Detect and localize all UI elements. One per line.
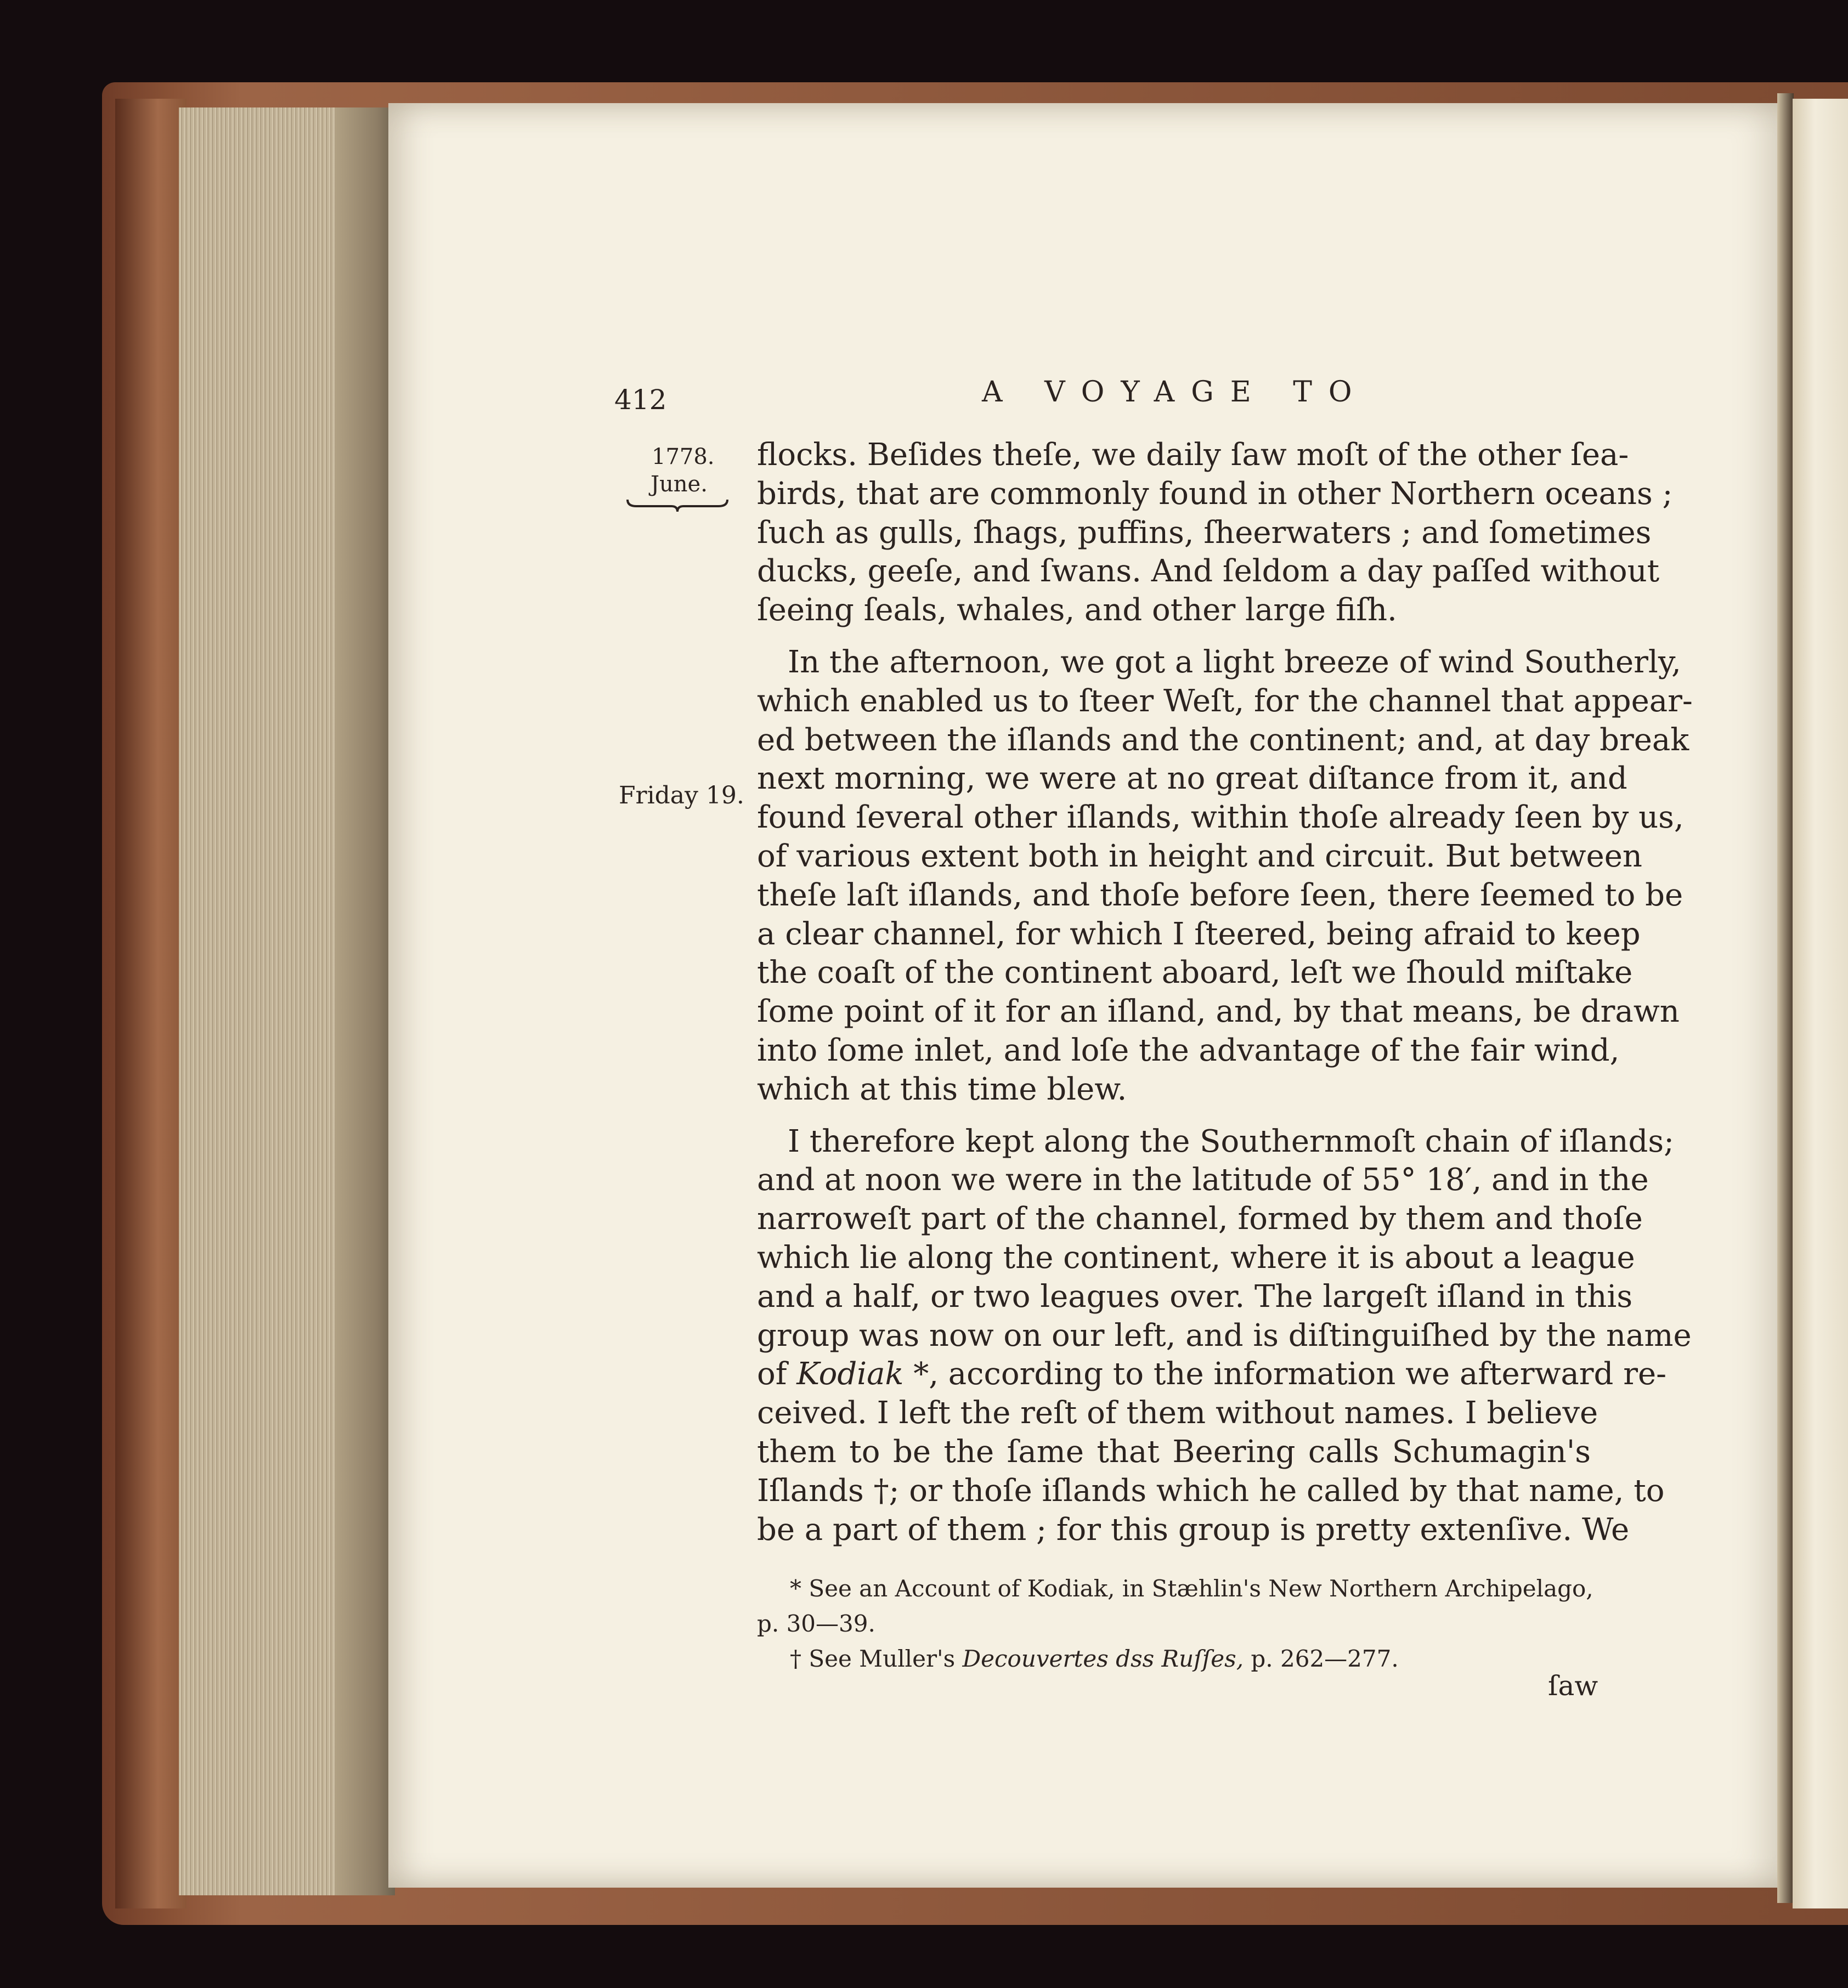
body-text xyxy=(757,436,1693,1549)
body-line-kodiak-rest: *, according to the information we afterward re- xyxy=(903,1356,1667,1392)
body-line: theſe laſt iſlands, and thoſe before ſeen, there ſeemed to be xyxy=(757,877,1683,913)
body-line: which at this time blew. xyxy=(757,1071,1127,1107)
body-line: and at noon we were in the latitude of 55° 18′, and in the xyxy=(757,1162,1649,1198)
footnotes xyxy=(757,1571,1591,1677)
body-line: a clear channel, for which I ſteered, being afraid to keep xyxy=(757,916,1641,952)
body-line: group was now on our left, and is diſtinguiſhed by the name xyxy=(757,1317,1692,1353)
book-spine xyxy=(115,99,187,1908)
body-line: I therefore kept along the Southernmoſt chain of iſlands; xyxy=(788,1123,1674,1159)
footnote-2-prefix: † See Muller's xyxy=(790,1645,956,1672)
body-line: which lie along the continent, where it is about a league xyxy=(757,1239,1635,1276)
body-line: found ſeveral other iſlands, within thoſe already ſeen by us, xyxy=(757,800,1684,836)
body-line-kodiak xyxy=(757,1355,1667,1394)
footnote-2-title: Decouvertes dss Ruſſes, xyxy=(962,1645,1244,1672)
page-number: 412 xyxy=(614,384,667,416)
facing-page-edge xyxy=(1793,99,1848,1908)
margin-month: June. xyxy=(651,472,708,497)
footnote-2-suffix: p. 262—277. xyxy=(1251,1645,1399,1672)
margin-year: 1778. xyxy=(652,444,715,469)
body-line: be a part of them ; for this group is pretty extenſive. We xyxy=(757,1511,1630,1548)
body-line: next morning, we were at no great diſtance from it, and xyxy=(757,761,1627,797)
body-line: ed between the iſlands and the continent; and, at day break xyxy=(757,722,1689,758)
footnote-1: * See an Account of Kodiak, in Stæhlin's New Northern Archipelago, xyxy=(790,1575,1593,1602)
kodiak-italic: Kodiak xyxy=(796,1356,904,1392)
body-line: ducks, geeſe, and ſwans. And ſeldom a day paſſed without xyxy=(757,553,1660,590)
body-line: birds, that are commonly found in other Northern oceans ; xyxy=(757,475,1673,512)
body-line: them to be the ſame that Beering calls Schumagin's xyxy=(757,1434,1591,1470)
book-gutter xyxy=(1777,93,1794,1903)
body-line: Iſlands †; or thoſe iſlands which he called by that name, to xyxy=(757,1472,1665,1509)
body-line: flocks. Beſides theſe, we daily ſaw moſt of the other ſea- xyxy=(757,437,1629,473)
running-head: A VOYAGE TO xyxy=(982,376,1369,409)
body-line-kodiak-prefix: of xyxy=(757,1356,787,1392)
footnote-1-continued: p. 30—39. xyxy=(757,1610,875,1637)
body-line: and a half, or two leagues over. The largeſt iſland in this xyxy=(757,1278,1633,1315)
body-line: narroweſt part of the channel, formed by them and thoſe xyxy=(757,1201,1643,1237)
page-edges-shadow xyxy=(335,107,395,1895)
catchword: ſaw xyxy=(1548,1670,1598,1702)
footnote-2 xyxy=(757,1641,1591,1677)
body-line: ſuch as gulls, ſhags, puffins, ſheerwaters ; and ſometimes xyxy=(757,514,1652,551)
body-line: ceived. I left the reſt of them without names. I believe xyxy=(757,1395,1598,1431)
body-line: ſome point of it for an iſland, and, by that means, be drawn xyxy=(757,994,1680,1030)
margin-date-note: Friday 19. xyxy=(619,781,744,809)
body-line: into ſome inlet, and loſe the advantage of the fair wind, xyxy=(757,1032,1620,1068)
brace-icon xyxy=(625,496,730,513)
body-line: of various extent both in height and circuit. But between xyxy=(757,838,1642,874)
body-line: In the afternoon, we got a light breeze of wind Southerly, xyxy=(788,644,1681,680)
body-line: which enabled us to ſteer Weſt, for the channel that appear- xyxy=(757,683,1693,719)
body-line: the coaſt of the continent aboard, leſt we ſhould miſtake xyxy=(757,955,1633,991)
body-line: ſeeing ſeals, whales, and other large fiſh. xyxy=(757,592,1397,628)
